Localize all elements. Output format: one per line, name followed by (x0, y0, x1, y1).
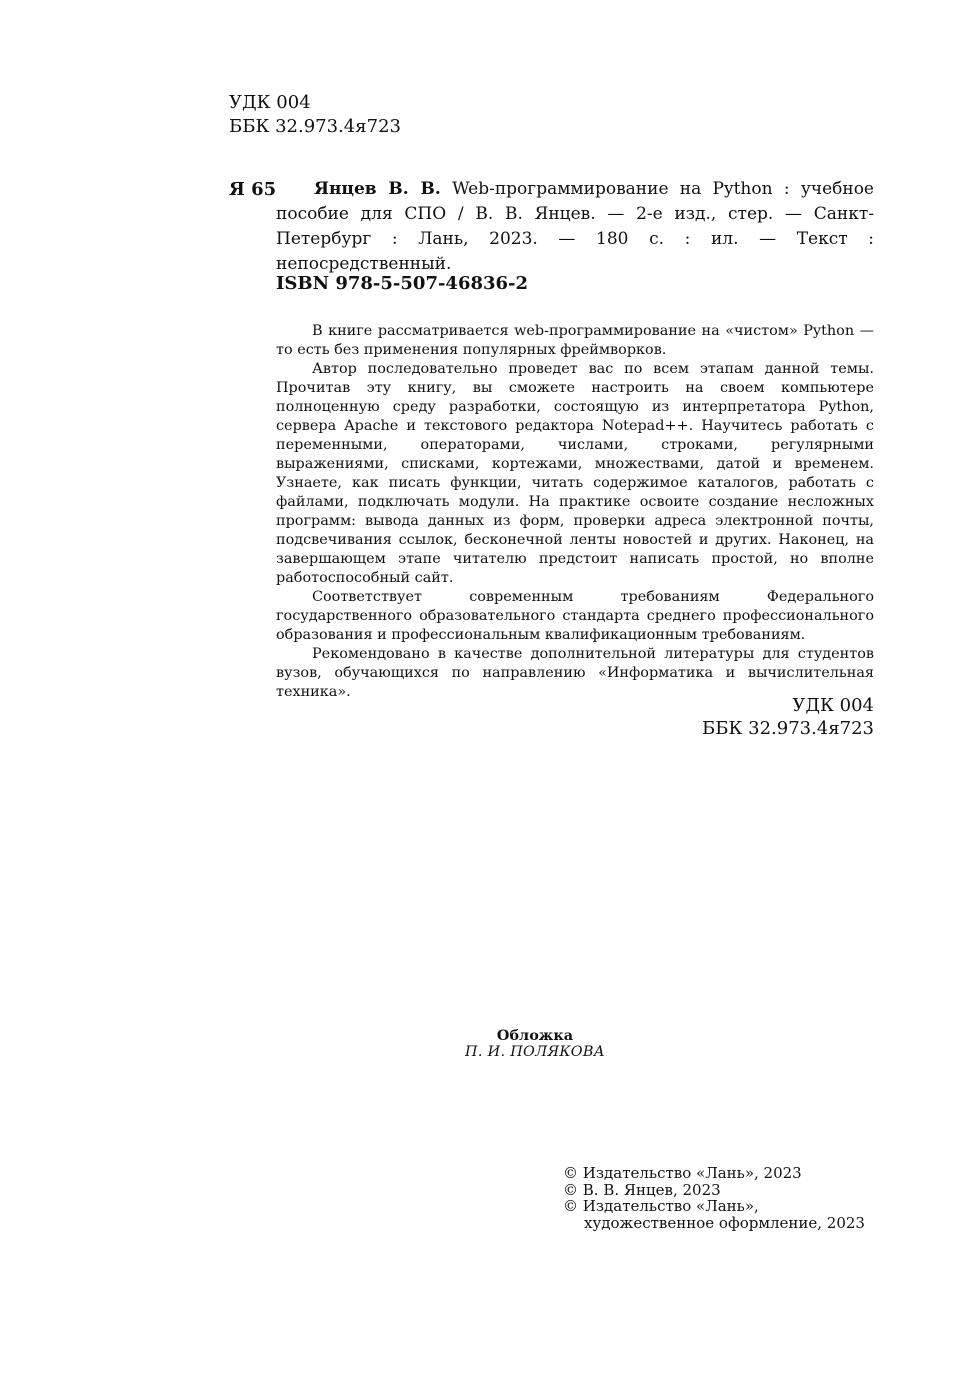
bibliographic-entry (276, 177, 874, 277)
isbn: ISBN 978-5-507-46836-2 (276, 273, 529, 294)
bbk-code-footer: ББК 32.973.4я723 (702, 718, 874, 739)
cover-artist: П. И. ПОЛЯКОВА (465, 1044, 605, 1060)
bibliographic-description: Web-программирование на Python : учебное пособие для СПО / В. В. Янцев. — 2-е изд., стер. — Санкт-Петербург : Лань, 2023. — 180 с. : ил. — Текст : непосредственный. (276, 179, 874, 274)
bibliographic-record (229, 177, 875, 277)
udk-code: УДК 004 (229, 92, 311, 113)
annotation (276, 322, 874, 702)
annotation-paragraph: Автор последовательно проведет вас по всем этапам данной темы. Прочитав эту книгу, вы сможете настроить на своем компьютере полноценную среду разработки, состоящую из интерпретатора Python, сервера Apache и текстового редактора Notepad++. Научитесь работать с переменными, операторами, числами, строками, регулярными выражениями, списками, кортежами, множествами, датой и временем. Узнаете, как писать функции, читать содержимое каталогов, работать с файлами, подключать модули. На практике освоите создание несложных программ: вывода данных из форм, проверки адреса электронной почты, подсвечивания ссылок, бесконечной ленты новостей и других. Наконец, на завершающем этапе читателю предстоит написать простой, но вполне работоспособный сайт. (276, 361, 874, 586)
annotation-paragraph: В книге рассматривается web-программирование на «чистом» Python — то есть без применения популярных фреймворков. (276, 323, 874, 358)
author-code: Я 65 (229, 179, 277, 200)
copyright-block (563, 1165, 865, 1231)
cover-credit (440, 1027, 630, 1061)
udk-code-footer: УДК 004 (792, 695, 874, 716)
classification-header (229, 91, 401, 139)
copyright-line: © Издательство «Лань», 2023 (563, 1164, 802, 1182)
copyright-line: © В. В. Янцев, 2023 (563, 1180, 721, 1199)
author-name: Янцев В. В. (314, 179, 441, 199)
annotation-paragraph: Соответствует современным требованиям Федерального государственного образовательного стандарта среднего профессионального образования и профессиональным квалификационным требованиям. (276, 589, 874, 643)
copyright-line: художественное оформление, 2023 (584, 1213, 865, 1232)
annotation-paragraph: Рекомендовано в качестве дополнительной литературы для студентов вузов, обучающихся по направлению «Информатика и вычислительная техника». (276, 646, 874, 700)
copyright-line: © Издательство «Лань», (563, 1197, 759, 1215)
bbk-code: ББК 32.973.4я723 (229, 116, 401, 137)
classification-footer (702, 694, 874, 740)
cover-label: Обложка (496, 1027, 574, 1044)
